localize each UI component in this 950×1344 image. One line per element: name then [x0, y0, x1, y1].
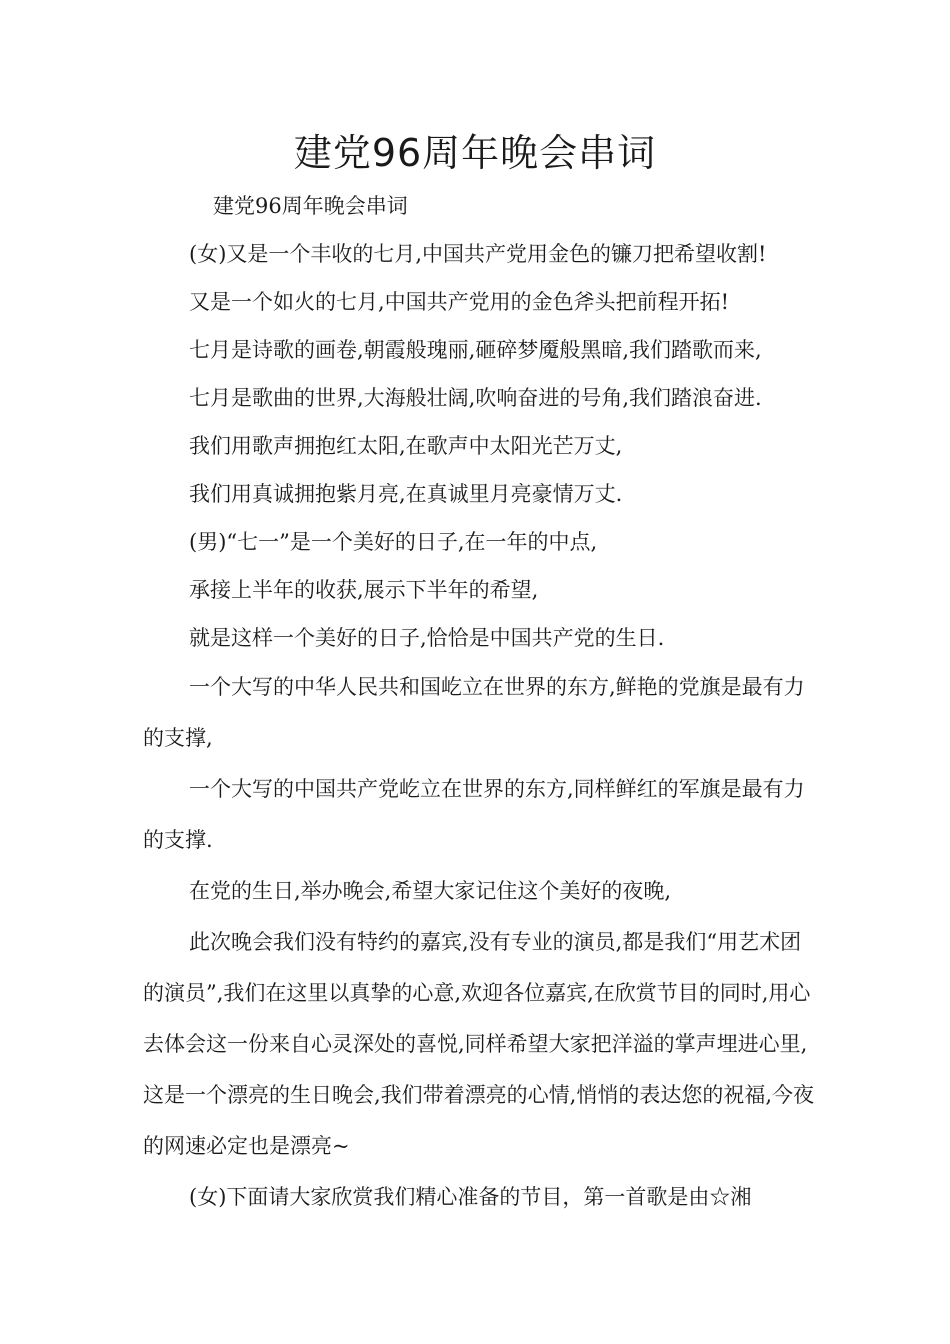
- paragraph: 七月是歌曲的世界,大海般壮阔,吹响奋进的号角,我们踏浪奋进.: [189, 386, 762, 410]
- paragraph: 一个大写的中国共产党屹立在世界的东方,同样鲜红的军旗是最有力的支撑.: [143, 777, 805, 852]
- paragraph: 承接上半年的收获,展示下半年的希望,: [189, 578, 539, 602]
- paragraph: 就是这样一个美好的日子,恰恰是中国共产党的生日.: [189, 626, 665, 650]
- document-body: [143, 182, 815, 1223]
- paragraph: 建党96周年晚会串词: [213, 194, 408, 218]
- paragraph: (女)又是一个丰收的七月,中国共产党用金色的镰刀把希望收割!: [189, 242, 767, 266]
- paragraph: 七月是诗歌的画卷,朝霞般瑰丽,砸碎梦魇般黑暗,我们踏歌而来,: [189, 338, 762, 362]
- paragraph: (女)下面请大家欣赏我们精心准备的节目，第一首歌是由☆湘: [189, 1185, 752, 1209]
- paragraph: 此次晚会我们没有特约的嘉宾,没有专业的演员,都是我们“用艺术团的演员”,我们在这里以真挚的心意,欢迎各位嘉宾,在欣赏节目的同时,用心去体会这一份来自心灵深处的喜悦,同样希望大家把洋溢的掌声埋进心里,这是一个漂亮的生日晚会,我们带着漂亮的心情,悄悄的表达您的祝福,今夜的网速必定也是漂亮~: [143, 930, 815, 1158]
- paragraph: 我们用歌声拥抱红太阳,在歌声中太阳光芒万丈,: [189, 434, 623, 458]
- document-title: 建党96周年晚会串词: [293, 131, 657, 175]
- paragraph: 又是一个如火的七月,中国共产党用的金色斧头把前程开拓!: [189, 290, 730, 314]
- paragraph: (男)“七一”是一个美好的日子,在一年的中点,: [189, 530, 598, 554]
- paragraph: 在党的生日,举办晚会,希望大家记住这个美好的夜晚,: [189, 879, 672, 903]
- paragraph: 我们用真诚拥抱紫月亮,在真诚里月亮豪情万丈.: [189, 482, 623, 506]
- paragraph: 一个大写的中华人民共和国屹立在世界的东方,鲜艳的党旗是最有力的支撑,: [143, 675, 805, 750]
